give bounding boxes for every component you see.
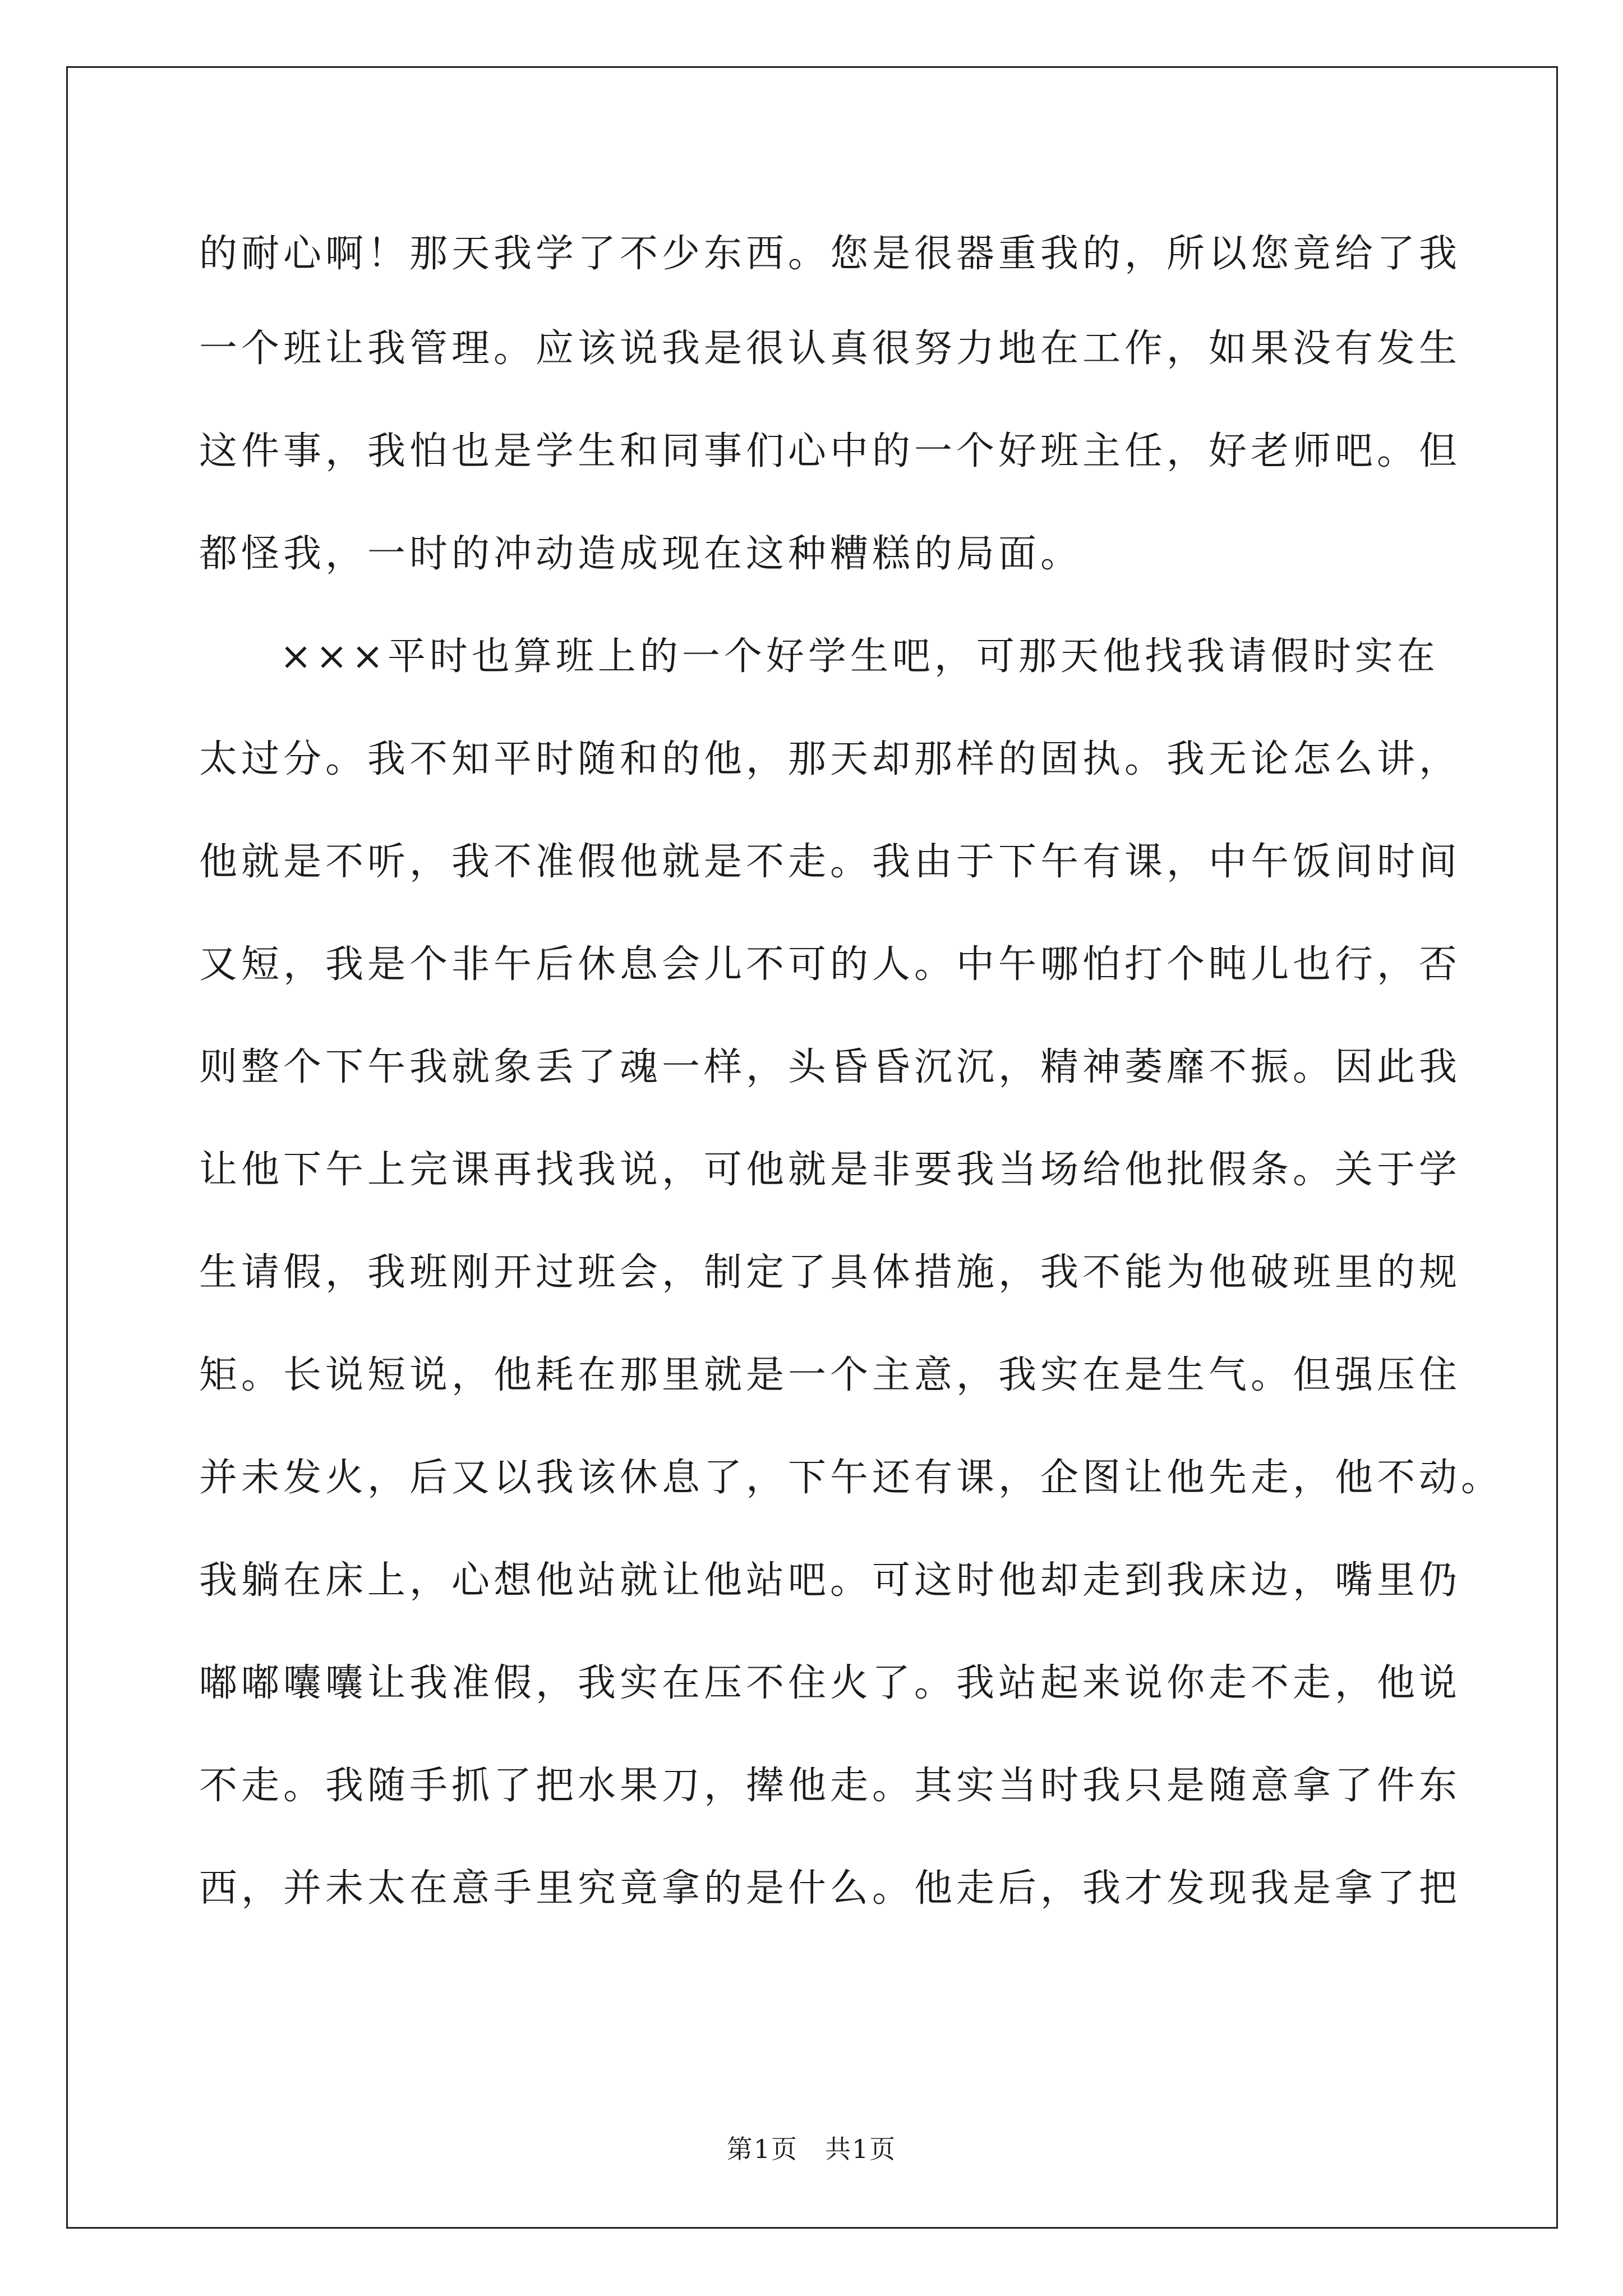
- text-line: 我躺在床上，心想他站就让他站吧。可这时他却走到我床边，嘴里仍: [199, 1558, 1461, 1603]
- text-line: 又短，我是个非午后休息会儿不可的人。中午哪怕打个盹儿也行，否: [199, 942, 1461, 987]
- text-line: 不走。我随手抓了把水果刀，撵他走。其实当时我只是随意拿了件东: [199, 1764, 1461, 1808]
- text-line: 一个班让我管理。应该说我是很认真很努力地在工作，如果没有发生: [199, 326, 1461, 371]
- text-line: 矩。长说短说，他耗在那里就是一个主意，我实在是生气。但强压住: [199, 1353, 1461, 1397]
- page-footer: [0, 2129, 1623, 2166]
- text-line: 的耐心啊！那天我学了不少东西。您是很器重我的，所以您竟给了我: [199, 232, 1461, 276]
- text-line: 这件事，我怕也是学生和同事们心中的一个好班主任，好老师吧。但: [199, 429, 1461, 473]
- text-line: 太过分。我不知平时随和的他，那天却那样的固执。我无论怎么讲，: [199, 737, 1461, 781]
- page-number: 第1页: [726, 2134, 798, 2164]
- text-line: 则整个下午我就象丢了魂一样，头昏昏沉沉，精神萎靡不振。因此我: [199, 1045, 1461, 1089]
- text-line: 西，并未太在意手里究竟拿的是什么。他走后，我才发现我是拿了把: [199, 1866, 1461, 1911]
- text-line: 让他下午上完课再找我说，可他就是非要我当场给他批假条。关于学: [199, 1148, 1461, 1192]
- text-line: 嘟嘟囔囔让我准假，我实在压不住火了。我站起来说你走不走，他说: [199, 1661, 1461, 1705]
- text-line: 他就是不听，我不准假他就是不走。我由于下午有课，中午饭间时间: [199, 840, 1461, 884]
- text-line: 生请假，我班刚开过班会，制定了具体措施，我不能为他破班里的规: [199, 1250, 1461, 1295]
- page-total: 共1页: [825, 2134, 897, 2164]
- paragraph-start-line: ×××平时也算班上的一个好学生吧，可那天他找我请假时实在: [280, 634, 1439, 679]
- text-line: 都怪我，一时的冲动造成现在这种糟糕的局面。: [199, 532, 1083, 576]
- document-body: [199, 210, 1504, 1940]
- text-line: 并未发火，后又以我该休息了，下午还有课，企图让他先走，他不动。: [199, 1456, 1504, 1500]
